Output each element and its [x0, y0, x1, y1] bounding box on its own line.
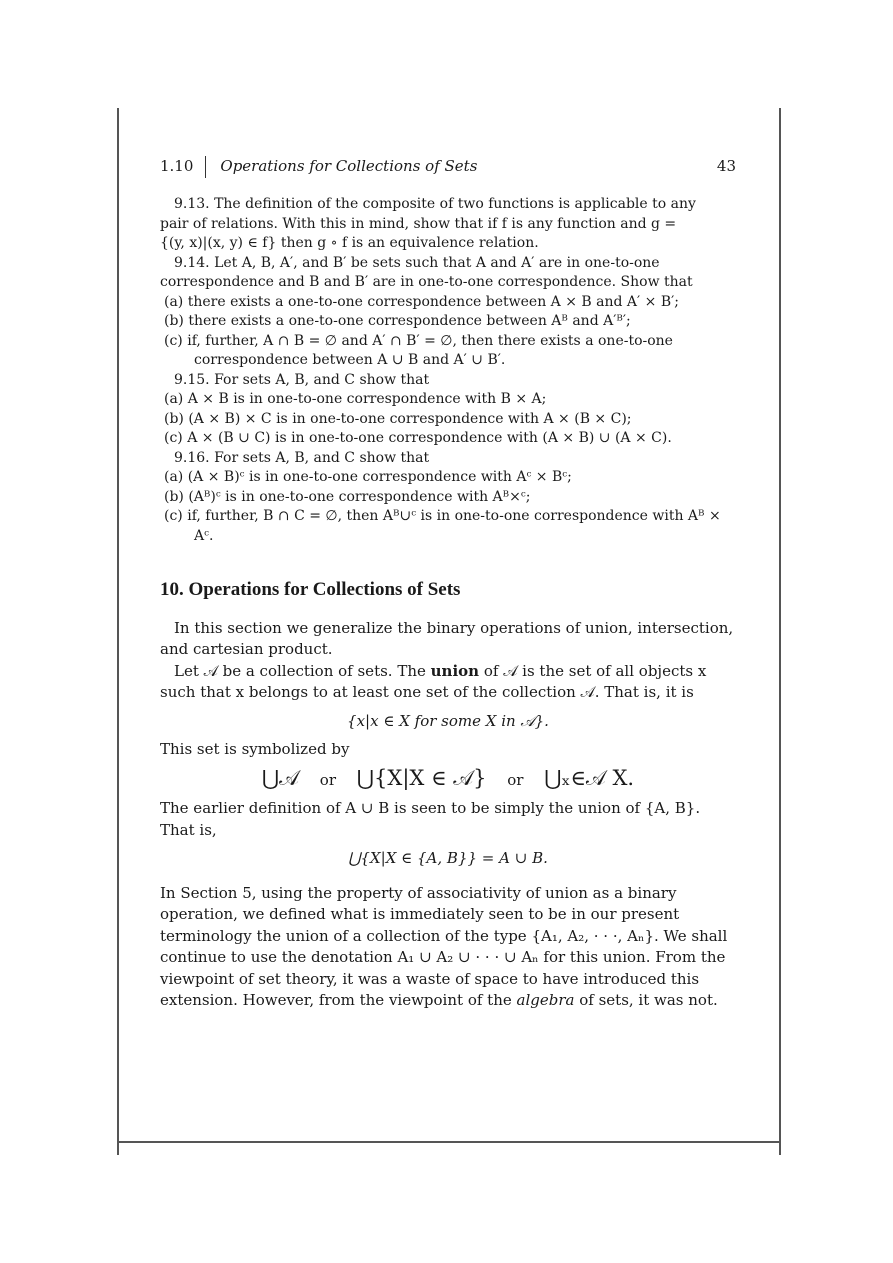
display-equation-union-pair: ⋃{X|X ∈ {A, B}} = A ∪ B. [348, 849, 548, 867]
exercise-text-line: pair of relations. With this in mind, show that if f is any function and g = [160, 215, 677, 232]
union-notation-c: ⋃ₓ∈𝒜 X. [544, 765, 635, 790]
running-title: Operations for Collections of Sets [220, 157, 478, 176]
exercise-part-c: (c) if, further, A ∩ B = ∅ and A′ ∩ B′ = ∅, then there exists a one-to-one correspondence between A ∪ B and A′ ∪ B′. [164, 332, 673, 368]
running-head [160, 156, 736, 178]
exercise-label: 9.16. [174, 449, 210, 466]
exercise-text-line: correspondence and B and B′ are in one-to-one correspondence. Show that [160, 274, 693, 290]
exercise-part-a: (a) there exists a one-to-one correspondence between A × B and A′ × B′; [164, 293, 680, 310]
exercise-text: Let A, B, A′, and B′ be sets such that A and A′ are in one-to-one [214, 254, 660, 271]
exercise-part-b: (b) (A × B) × C is in one-to-one correspondence with A × (B × C); [164, 410, 632, 427]
exercise-label: 9.15. [174, 371, 210, 388]
page-number: 43 [716, 157, 736, 176]
exercise-part-c: (c) if, further, B ∩ C = ∅, then Aᴮ∪ᶜ is in one-to-one correspondence with Aᴮ × Aᶜ. [164, 508, 721, 544]
union-notation-a: ⋃𝒜 [261, 765, 300, 790]
paragraph-symbolized: This set is symbolized by [160, 740, 350, 758]
page-edge-right [779, 1143, 781, 1155]
display-equation-set-builder: {x|x ∈ X for some X in 𝒜}. [347, 711, 549, 730]
term-union: union [430, 661, 480, 680]
exercise-text: The definition of the composite of two functions is applicable to any [214, 196, 696, 212]
exercise-text-line: {(y, x)|(x, y) ∈ f} then g ∘ f is an equivalence relation. [160, 235, 539, 251]
term-algebra: algebra [516, 991, 575, 1009]
paragraph-section-5 [160, 883, 736, 1012]
page-edge-left [117, 1143, 119, 1155]
exercise-label: 9.13. [174, 196, 210, 212]
exercise-9-14 [160, 254, 736, 274]
exercise-text: For sets A, B, and C show that [214, 449, 430, 466]
exercise-part-a: (a) (A × B)ᶜ is in one-to-one correspondence with Aᶜ × Bᶜ; [164, 469, 572, 485]
or-word: or [319, 770, 336, 789]
exercise-part-b: (b) there exists a one-to-one correspondence between Aᴮ and A′ᴮ′; [164, 313, 631, 329]
exercise-text: For sets A, B, and C show that [214, 371, 430, 388]
paragraph-earlier-definition: The earlier definition of A ∪ B is seen to be simply the union of {A, B}. That is, [160, 799, 701, 839]
paragraph-text: of 𝒜 is the set of all objects x such that x belongs to at least one set of the collection 𝒜. That is, it is [160, 661, 707, 701]
exercise-part-a: (a) A × B is in one-to-one correspondence with B × A; [164, 391, 547, 407]
exercise-9-16 [160, 449, 736, 469]
paragraph-text: of sets, it was not. [579, 991, 718, 1009]
paragraph-text: Let 𝒜 be a collection of sets. The [174, 661, 426, 680]
exercise-part-c: (c) A × (B ∪ C) is in one-to-one correspondence with (A × B) ∪ (A × C). [164, 430, 672, 446]
exercise-label: 9.14. [174, 254, 210, 271]
exercise-9-13 [160, 195, 736, 215]
paragraph-intro: In this section we generalize the binary operations of union, intersection, and cartesian product. [160, 618, 734, 658]
exercise-part-b: (b) (Aᴮ)ᶜ is in one-to-one correspondence with Aᴮ×ᶜ; [164, 488, 531, 505]
page-content [160, 156, 736, 1012]
section-heading: 10. Operations for Collections of Sets [160, 579, 461, 600]
or-word: or [507, 770, 524, 789]
paragraph-text: In Section 5, using the property of associativity of union as a binary operation, we defined what is immediately seen to be in our present terminology the union of a collection of the type {A₁, A₂, · · ·, Aₙ}. We shall continue to use the denotation A₁ ∪ A₂ ∪ · · · ∪ Aₙ for this union. From the viewpoint of set theory, it was a waste of space to have introduced this extension. However, from the viewpoint of the [160, 883, 728, 1009]
paragraph-union-definition [160, 661, 736, 704]
union-notation-b: ⋃{X|X ∈ 𝒜} [356, 765, 487, 790]
exercise-9-15 [160, 371, 736, 391]
header-separator [205, 156, 206, 178]
section-number: 1.10 [160, 157, 194, 176]
display-equation-union-notation [160, 765, 736, 791]
